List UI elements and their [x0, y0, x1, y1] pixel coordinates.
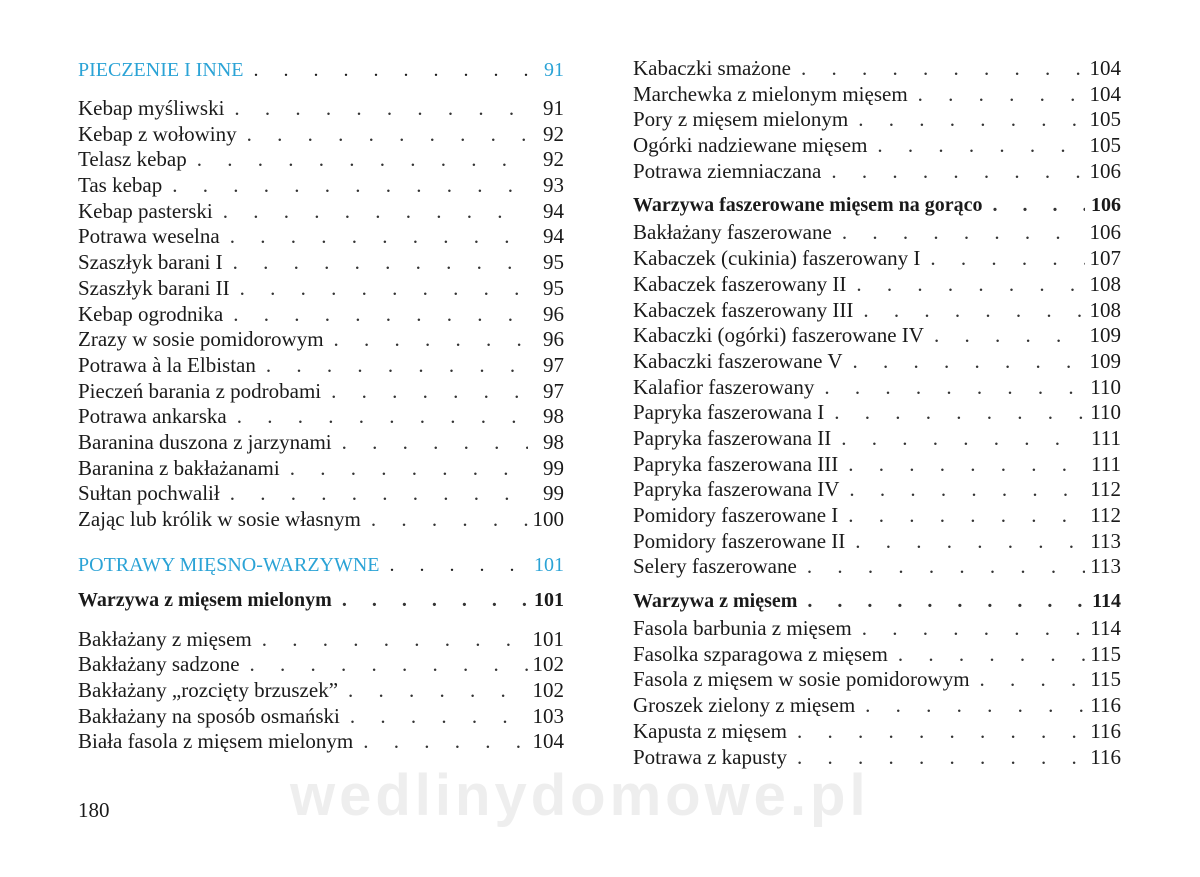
page-ref: 106 [1091, 194, 1121, 217]
entry-title: Potrawa weselna [78, 224, 220, 249]
toc-entry [78, 122, 564, 148]
page-ref: 110 [1090, 400, 1121, 425]
page-ref: 102 [532, 652, 564, 677]
entry-title: Kebap myśliwski [78, 96, 225, 120]
dot-leader [332, 585, 528, 615]
dot-leader [846, 272, 1085, 298]
subsection-title: Warzywa z mięsem [633, 590, 798, 613]
page-ref: 99 [543, 481, 564, 506]
toc-list [78, 96, 564, 533]
page-ref: 91 [543, 96, 564, 120]
toc-entry [78, 652, 564, 678]
page-ref: 108 [1089, 297, 1121, 322]
page-ref: 114 [1090, 616, 1121, 641]
toc-list [633, 220, 1121, 580]
entry-title: Papryka faszerowana II [633, 425, 832, 450]
page-ref: 111 [1091, 451, 1121, 476]
subsection-heading [78, 585, 564, 615]
dot-leader [791, 56, 1085, 82]
dot-leader [162, 173, 528, 199]
toc-entry [78, 199, 564, 225]
toc-entry [78, 302, 564, 328]
page-ref: 95 [543, 250, 564, 275]
toc-entry [633, 220, 1121, 246]
dot-leader [888, 642, 1085, 668]
entry-title: Zrazy w sosie pomidorowym [78, 327, 324, 352]
page-ref: 106 [1089, 158, 1121, 183]
entry-title: Kabaczki (ogórki) faszerowane IV [633, 323, 924, 348]
toc-entry [633, 56, 1121, 82]
dot-leader [908, 82, 1085, 108]
entry-title: Potrawa à la Elbistan [78, 352, 256, 377]
entry-title: Potrawa z kapusty [633, 744, 787, 769]
toc-entry [78, 678, 564, 704]
page-ref: 106 [1089, 220, 1121, 245]
entry-title: Papryka faszerowana IV [633, 477, 840, 502]
page-ref: 97 [543, 378, 564, 403]
dot-leader [256, 353, 528, 379]
toc-entry [633, 375, 1121, 401]
toc-entry [633, 642, 1121, 668]
page-ref: 111 [1091, 425, 1121, 450]
dot-leader [855, 693, 1085, 719]
dot-leader [240, 652, 528, 678]
page-ref: 92 [543, 121, 564, 146]
section-heading [78, 551, 564, 579]
toc-entry [78, 456, 564, 482]
section-title: PIECZENIE I INNE [78, 59, 244, 81]
toc-entry [78, 481, 564, 507]
entry-title: Kebap z wołowiny [78, 121, 237, 146]
entry-title: Kebap ogrodnika [78, 301, 224, 326]
entry-title: Kapusta z mięsem [633, 718, 787, 743]
dot-leader [237, 122, 528, 148]
entry-title: Tas kebap [78, 173, 163, 198]
entry-title: Sułtan pochwalił [78, 481, 220, 506]
dot-leader [848, 107, 1085, 133]
entry-title: Groszek zielony z mięsem [633, 693, 856, 718]
entry-title: Marchewka z mielonym mięsem [633, 81, 908, 106]
page-ref: 110 [1090, 374, 1121, 399]
toc-entry [78, 430, 564, 456]
entry-title: Bakłażany z mięsem [78, 626, 252, 651]
page-ref: 91 [544, 59, 564, 81]
page-ref: 112 [1090, 477, 1121, 502]
dot-leader [332, 430, 528, 456]
dot-leader [230, 276, 528, 302]
entry-title: Fasolka szparagowa z mięsem [633, 641, 888, 666]
toc-entry [633, 693, 1121, 719]
toc-entry [633, 272, 1121, 298]
entry-title: Kabaczek (cukinia) faszerowany I [633, 246, 921, 271]
dot-leader [340, 704, 528, 730]
dot-leader [252, 627, 528, 653]
toc-entry [633, 719, 1121, 745]
toc-entry [633, 298, 1121, 324]
toc-entry [78, 250, 564, 276]
page-ref: 113 [1090, 528, 1121, 553]
entry-title: Potrawa ankarska [78, 404, 227, 429]
toc-entry [633, 133, 1121, 159]
dot-leader [213, 199, 528, 225]
dot-leader [321, 379, 528, 405]
page-ref: 93 [543, 173, 564, 198]
entry-title: Kabaczek faszerowany III [633, 297, 854, 322]
page-ref: 109 [1089, 348, 1121, 373]
toc-entry [78, 353, 564, 379]
toc-entry [633, 477, 1121, 503]
toc-entry [633, 616, 1121, 642]
entry-title: Kebap pasterski [78, 198, 213, 223]
entry-title: Bakłażany sadzone [78, 652, 240, 677]
page-ref: 112 [1090, 503, 1121, 527]
dot-leader [797, 554, 1085, 580]
dot-leader [787, 745, 1085, 771]
subsection-heading [633, 586, 1121, 616]
entry-title: Bakłażany „rozcięty brzuszek” [78, 678, 339, 703]
toc-entry [633, 529, 1121, 555]
dot-leader [839, 477, 1085, 503]
entry-title: Kalafior faszerowany [633, 374, 815, 399]
toc-entry [633, 503, 1121, 529]
dot-leader [843, 349, 1086, 375]
dot-leader [223, 302, 528, 328]
toc-entry [633, 745, 1121, 771]
page-ref: 101 [534, 588, 564, 611]
page-ref: 101 [532, 626, 564, 651]
dot-leader [338, 678, 528, 704]
entry-title: Fasola barbunia z mięsem [633, 616, 852, 641]
dot-leader [224, 96, 528, 122]
toc-entry [633, 159, 1121, 185]
subsection-heading [633, 190, 1121, 220]
subsection-title: Warzywa z mięsem mielonym [78, 588, 332, 611]
page-ref: 108 [1089, 271, 1121, 296]
entry-title: Kabaczek faszerowany II [633, 271, 847, 296]
page-ref: 94 [543, 224, 564, 249]
dot-leader [353, 729, 528, 755]
page-ref: 115 [1090, 667, 1121, 692]
entry-title: Bakłażany faszerowane [633, 220, 832, 245]
toc-entry [633, 667, 1121, 693]
dot-leader [920, 246, 1085, 272]
page-ref: 95 [543, 275, 564, 300]
toc-entry [78, 704, 564, 730]
page-ref: 100 [532, 507, 564, 531]
dot-leader [853, 298, 1085, 324]
entry-title: Baranina z bakłażanami [78, 455, 280, 480]
dot-leader [821, 159, 1085, 185]
entry-title: Bakłażany na sposób osmański [78, 703, 340, 728]
toc-entry [633, 554, 1121, 580]
dot-leader [838, 503, 1085, 529]
page-ref: 92 [543, 147, 564, 172]
toc-list [633, 56, 1121, 184]
left-column [78, 56, 564, 755]
dot-leader [983, 190, 1085, 220]
dot-leader [867, 133, 1085, 159]
entry-title: Kabaczki faszerowane V [633, 348, 843, 373]
toc-entry [633, 107, 1121, 133]
subsection-title: Warzywa faszerowane mięsem na gorąco [633, 194, 983, 217]
toc-entry [78, 729, 564, 755]
dot-leader [223, 250, 528, 276]
toc-entry [633, 452, 1121, 478]
entry-title: Baranina duszona z jarzynami [78, 429, 332, 454]
page-ref: 98 [543, 429, 564, 454]
page-ref: 109 [1089, 323, 1121, 348]
dot-leader [832, 220, 1085, 246]
toc-entry [633, 82, 1121, 108]
entry-title: Pory z mięsem mielonym [633, 107, 849, 132]
page-ref: 99 [543, 455, 564, 480]
toc-entry [78, 327, 564, 353]
toc-entry [78, 404, 564, 430]
dot-leader [970, 667, 1085, 693]
entry-title: Potrawa ziemniaczana [633, 158, 822, 183]
page-ref: 116 [1090, 693, 1121, 718]
dot-leader [280, 456, 528, 482]
dot-leader [187, 147, 528, 173]
entry-title: Papryka faszerowana I [633, 400, 825, 425]
entry-title: Szaszłyk barani I [78, 250, 223, 275]
page-ref: 97 [543, 352, 564, 377]
page-ref: 105 [1089, 107, 1121, 132]
dot-leader [852, 616, 1085, 642]
toc-entry [633, 400, 1121, 426]
toc-entry [78, 627, 564, 653]
dot-leader [220, 224, 528, 250]
section-title: POTRAWY MIĘSNO-WARZYWNE [78, 553, 380, 576]
entry-title: Biała fasola z mięsem mielonym [78, 729, 354, 754]
dot-leader [838, 452, 1085, 478]
page-ref: 94 [543, 198, 564, 223]
dot-leader [797, 586, 1085, 616]
entry-title: Telasz kebap [78, 147, 187, 172]
page-ref: 116 [1090, 718, 1121, 743]
toc-entry [633, 349, 1121, 375]
page-ref: 96 [543, 327, 564, 352]
entry-title: Selery faszerowane [633, 554, 797, 579]
entry-title: Pomidory faszerowane II [633, 528, 846, 553]
page-ref: 104 [532, 729, 564, 754]
page-ref: 107 [1089, 246, 1121, 271]
toc-entry [633, 246, 1121, 272]
entry-title: Szaszłyk barani II [78, 275, 230, 300]
right-column [633, 56, 1121, 770]
dot-leader [814, 375, 1085, 401]
section-heading [78, 56, 564, 84]
toc-entry [633, 323, 1121, 349]
dot-leader [845, 529, 1085, 555]
page-ref: 102 [532, 678, 564, 703]
toc-entry [78, 276, 564, 302]
page-ref: 101 [534, 553, 564, 576]
page-number: 180 [78, 798, 110, 822]
page-ref: 115 [1090, 641, 1121, 666]
toc-list [78, 627, 564, 755]
page-ref: 103 [532, 703, 564, 728]
entry-title: Zając lub królik w sosie własnym [78, 507, 361, 531]
entry-title: Kabaczki smażone [633, 56, 792, 80]
dot-leader [380, 551, 528, 579]
page-ref: 114 [1092, 590, 1121, 613]
toc-entry [78, 147, 564, 173]
page-ref: 96 [543, 301, 564, 326]
toc-entry [633, 426, 1121, 452]
toc-entry [78, 173, 564, 199]
dot-leader [824, 400, 1085, 426]
toc-entry [78, 96, 564, 122]
dot-leader [324, 327, 528, 353]
page-ref: 116 [1090, 744, 1121, 769]
page-ref: 104 [1089, 56, 1121, 80]
watermark: wedlinydomowe.pl [290, 763, 870, 828]
toc-list [633, 616, 1121, 770]
toc-entry [78, 379, 564, 405]
page-ref: 113 [1090, 554, 1121, 579]
page-ref: 104 [1089, 81, 1121, 106]
dot-leader [227, 404, 528, 430]
dot-leader [924, 323, 1085, 349]
dot-leader [787, 719, 1085, 745]
page-ref: 98 [543, 404, 564, 429]
dot-leader [831, 426, 1085, 452]
entry-title: Pomidory faszerowane I [633, 503, 839, 527]
page-ref: 105 [1089, 133, 1121, 158]
dot-leader [361, 507, 528, 533]
toc-entry [78, 507, 564, 533]
dot-leader [244, 56, 528, 84]
toc-entry [78, 224, 564, 250]
entry-title: Papryka faszerowana III [633, 451, 839, 476]
entry-title: Ogórki nadziewane mięsem [633, 133, 868, 158]
entry-title: Pieczeń barania z podrobami [78, 378, 322, 403]
dot-leader [220, 481, 528, 507]
entry-title: Fasola z mięsem w sosie pomidorowym [633, 667, 970, 692]
